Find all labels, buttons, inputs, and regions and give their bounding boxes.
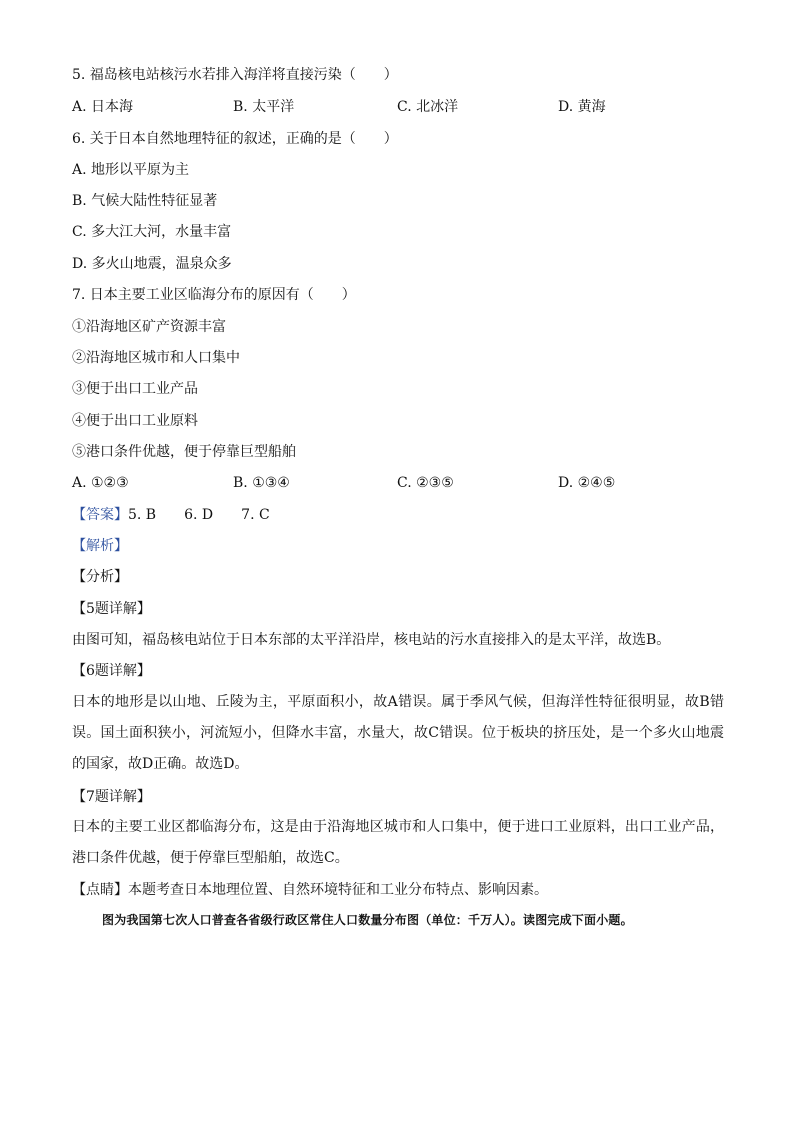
jiexi-heading: 【解析】 (72, 538, 128, 554)
fenxi-heading: 【分析】 (72, 569, 128, 585)
q5-option-a: A. 日本海 (72, 99, 134, 115)
q6-detail-heading: 【6题详解】 (72, 663, 151, 679)
q7-detail-text: 日本的主要工业区都临海分布，这是由于沿海地区城市和人口集中，便于进口工业原料，出口工业产品，港口条件优越，便于停靠巨型船舶，故选C。 (72, 819, 724, 866)
q7-item-2: ②沿海地区城市和人口集中 (72, 350, 240, 366)
q7-option-b: B. ①③④ (233, 475, 290, 491)
q7-option-d: D. ②④⑤ (558, 475, 616, 491)
q6-stem: 6. 关于日本自然地理特征的叙述，正确的是（ ） (72, 131, 398, 147)
figure-caption: 图为我国第七次人口普查各省级行政区常住人口数量分布图（单位：千万人）。读图完成下面小题。 (102, 913, 633, 927)
dianjing-tag: 【点睛】 (72, 882, 128, 898)
dianjing-row (72, 881, 548, 899)
q5-option-c: C. 北冰洋 (397, 99, 459, 115)
q7-option-c: C. ②③⑤ (397, 475, 454, 491)
q5-detail-heading: 【5题详解】 (72, 601, 151, 617)
answer-row (72, 506, 270, 524)
q5-option-b: B. 太平洋 (233, 99, 295, 115)
q5-stem: 5. 福岛核电站核污水若排入海洋将直接污染（ ） (72, 67, 398, 83)
answer-tag: 【答案】 (72, 507, 128, 523)
q7-detail-heading: 【7题详解】 (72, 789, 151, 805)
q7-option-a: A. ①②③ (72, 475, 129, 491)
q6-detail-text: 日本的地形是以山地、丘陵为主，平原面积小，故A错误。属于季风气候，但海洋性特征很明显，故B错误。国土面积狭小，河流短小，但降水丰富，水量大，故C错误。位于板块的挤压处，是一个多火山地震的国家，故D正确。故选D。 (72, 694, 724, 772)
q6-option-a: A. 地形以平原为主 (72, 162, 190, 178)
answer-5: 5. B (128, 507, 157, 523)
q6-option-b: B. 气候大陆性特征显著 (72, 193, 218, 209)
q7-item-4: ④便于出口工业原料 (72, 413, 198, 429)
q5-detail-text: 由图可知，福岛核电站位于日本东部的太平洋沿岸，核电站的污水直接排入的是太平洋，故选B。 (72, 632, 671, 648)
q7-item-3: ③便于出口工业产品 (72, 381, 198, 397)
q6-option-c: C. 多大江大河，水量丰富 (72, 224, 232, 240)
answer-7: 7. C (241, 507, 270, 523)
answer-6: 6. D (184, 507, 214, 523)
dianjing-text: 本题考查日本地理位置、自然环境特征和工业分布特点、影响因素。 (128, 882, 548, 898)
q6-option-d: D. 多火山地震，温泉众多 (72, 256, 232, 272)
q7-item-1: ①沿海地区矿产资源丰富 (72, 319, 226, 335)
q5-option-d: D. 黄海 (558, 99, 606, 115)
q7-stem: 7. 日本主要工业区临海分布的原因有（ ） (72, 287, 356, 303)
q7-item-5: ⑤港口条件优越，便于停靠巨型船舶 (72, 444, 296, 460)
